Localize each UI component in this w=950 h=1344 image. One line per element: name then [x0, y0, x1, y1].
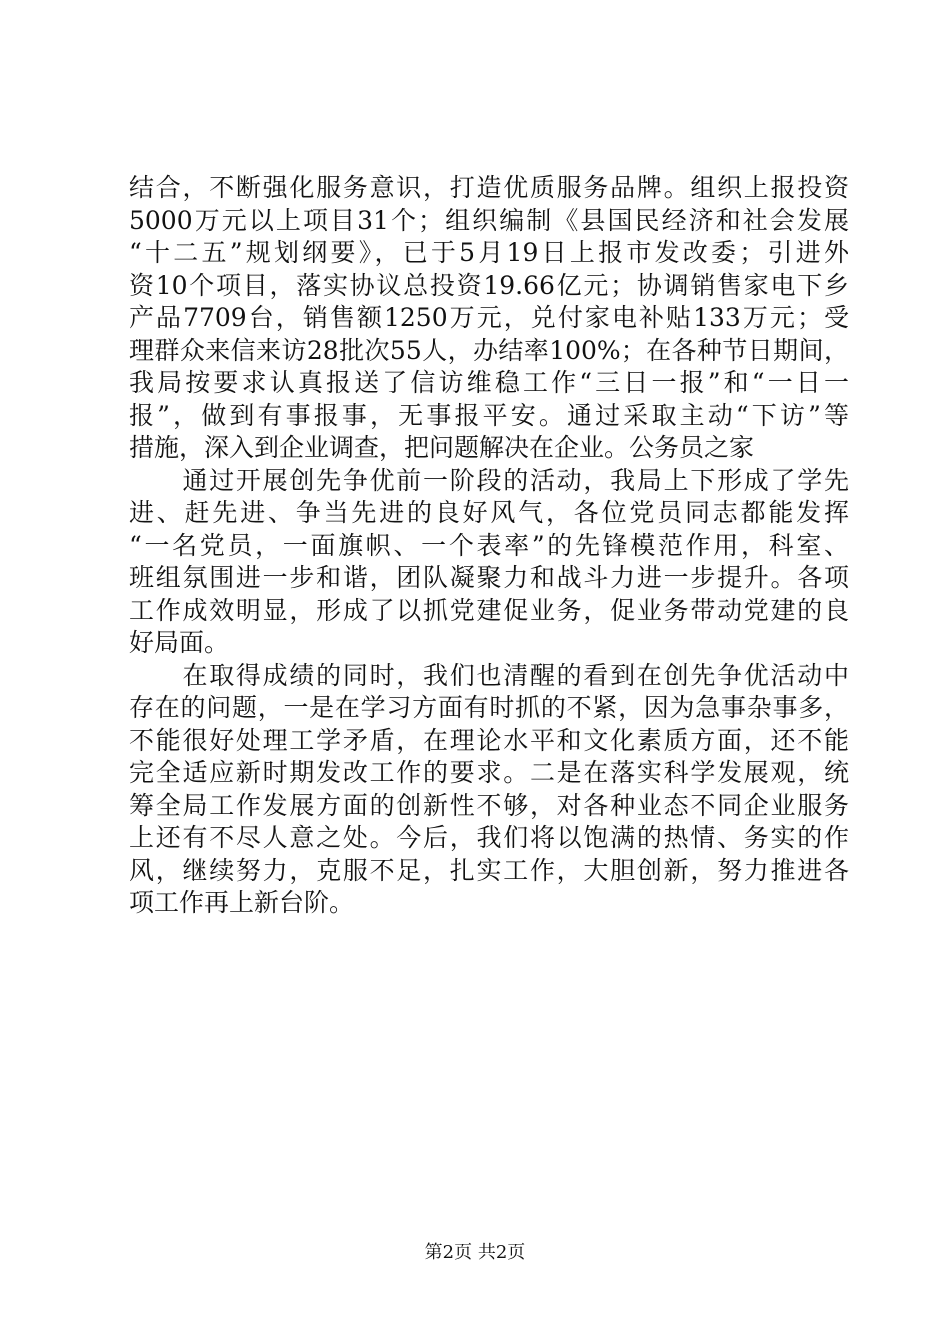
text-line: “十二五”规划纲要》，已于5月19日上报市发改委；引进外 — [129, 238, 849, 267]
page-footer: 第2页 共2页 — [424, 1242, 526, 1263]
body-text — [129, 172, 849, 920]
text-line: 筹全局工作发展方面的创新性不够，对各种业态不同企业服务 — [129, 790, 849, 820]
text-line: 资10个项目，落实协议总投资19.66亿元；协调销售家电下乡 — [129, 270, 849, 300]
text-line: 我局按要求认真报送了信访维稳工作“三日一报”和“一日一 — [129, 368, 849, 397]
text-line: 5000万元以上项目31个；组织编制《县国民经济和社会发展 — [129, 205, 849, 235]
text-line: 班组氛围进一步和谐，团队凝聚力和战斗力进一步提升。各项 — [129, 563, 849, 592]
text-line: 结合，不断强化服务意识，打造优质服务品牌。组织上报投资 — [129, 173, 849, 202]
text-line: 进、赶先进、争当先进的良好风气，各位党员同志都能发挥 — [129, 498, 849, 527]
text-line: “一名党员，一面旗帜、一个表率”的先锋模范作用，科室、 — [129, 530, 849, 560]
text-line: 完全适应新时期发改工作的要求。二是在落实科学发展观，统 — [129, 758, 849, 787]
text-line: 工作成效明显，形成了以抓党建促业务，促业务带动党建的良 — [129, 595, 849, 625]
text-line: 好局面。 — [129, 628, 230, 657]
text-line: 上还有不尽人意之处。今后，我们将以饱满的热情、务实的作 — [129, 823, 849, 852]
text-line: 在取得成绩的同时，我们也清醒的看到在创先争优活动中 — [129, 660, 849, 690]
text-line: 通过开展创先争优前一阶段的活动，我局上下形成了学先 — [129, 465, 849, 495]
text-line: 项工作再上新台阶。 — [129, 888, 355, 917]
text-line: 报”，做到有事报事，无事报平安。通过采取主动“下访”等 — [129, 400, 849, 430]
text-line: 产品7709台，销售额1250万元，兑付家电补贴133万元；受 — [129, 303, 849, 332]
text-line: 理群众来信来访28批次55人，办结率100%；在各种节日期间， — [129, 335, 849, 365]
text-line: 存在的问题，一是在学习方面有时抓的不紧，因为急事杂事多， — [129, 693, 849, 722]
text-line: 措施，深入到企业调查，把问题解决在企业。公务员之家 — [129, 433, 755, 462]
text-line: 不能很好处理工学矛盾，在理论水平和文化素质方面，还不能 — [129, 725, 849, 755]
text-line: 风，继续努力，克服不足，扎实工作，大胆创新，努力推进各 — [129, 855, 849, 885]
